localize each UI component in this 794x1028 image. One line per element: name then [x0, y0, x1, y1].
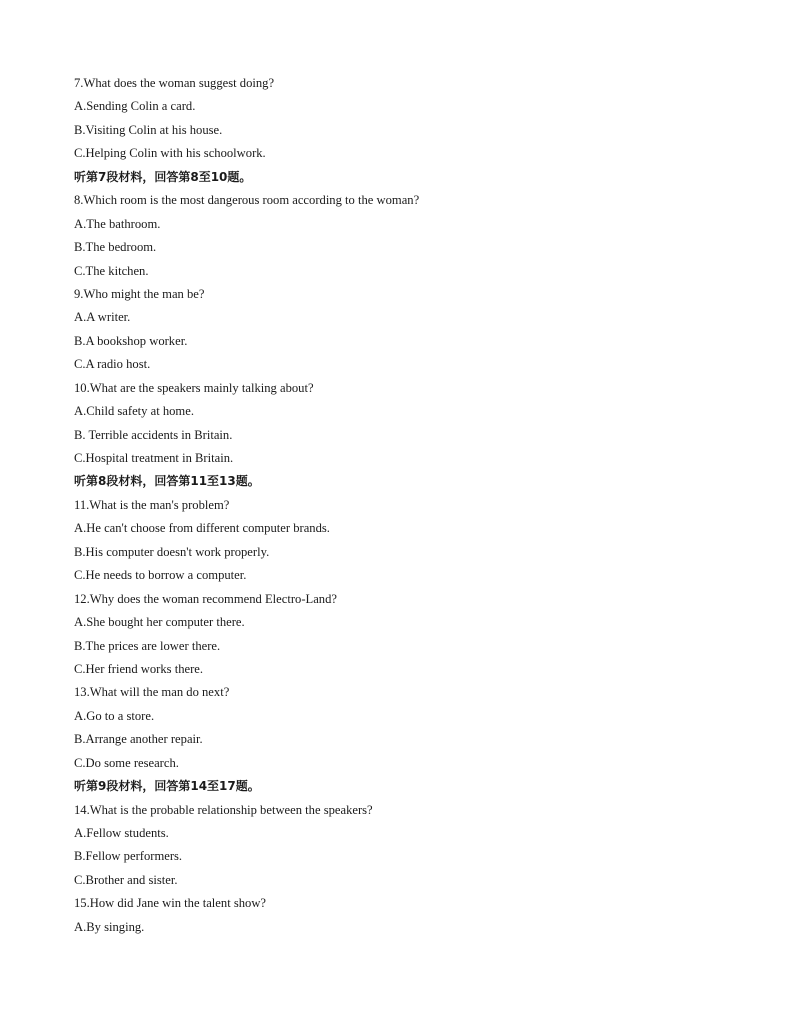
answer-option: C.Brother and sister.: [74, 872, 178, 887]
question-list: [74, 72, 754, 939]
answer-option: C.The kitchen.: [74, 263, 149, 278]
answer-option: A.Go to a store.: [74, 708, 155, 723]
answer-option: C.Hospital treatment in Britain.: [74, 451, 234, 465]
answer-option: C.Her friend works there.: [74, 661, 204, 676]
question-text: 10.What are the speakers mainly talking about?: [74, 380, 314, 395]
answer-option: A.Fellow students.: [74, 826, 169, 840]
question-text: 14.What is the probable relationship between the speakers?: [74, 802, 373, 817]
question-text: 7.What does the woman suggest doing?: [74, 76, 275, 90]
answer-option: B.The prices are lower there.: [74, 638, 221, 653]
answer-option: B.Fellow performers.: [74, 849, 183, 864]
question-text: 12.Why does the woman recommend Electro-Land?: [74, 591, 337, 606]
question-text: 11.What is the man's problem?: [74, 497, 230, 512]
answer-option: B.A bookshop worker.: [74, 333, 188, 348]
section-instruction: 听第7段材料，回答第8至10题。: [74, 169, 252, 184]
answer-option: A.She bought her computer there.: [74, 615, 245, 630]
question-text: 13.What will the man do next?: [74, 685, 230, 700]
section-instruction: 听第9段材料，回答第14至17题。: [74, 779, 260, 794]
answer-option: B.Arrange another repair.: [74, 732, 203, 747]
answer-option: A.A writer.: [74, 310, 131, 325]
answer-option: C.He needs to borrow a computer.: [74, 568, 247, 583]
answer-option: B.Visiting Colin at his house.: [74, 122, 223, 137]
answer-option: A.He can't choose from different computer brands.: [74, 521, 330, 536]
answer-option: B. Terrible accidents in Britain.: [74, 427, 233, 442]
answer-option: C.Helping Colin with his schoolwork.: [74, 146, 266, 161]
answer-option: A.By singing.: [74, 919, 145, 934]
answer-option: B.The bedroom.: [74, 240, 157, 255]
answer-option: A.Child safety at home.: [74, 404, 194, 419]
answer-option: C.A radio host.: [74, 357, 151, 372]
answer-option: B.His computer doesn't work properly.: [74, 544, 270, 559]
answer-option: A.The bathroom.: [74, 216, 161, 231]
question-text: 15.How did Jane win the talent show?: [74, 896, 267, 911]
answer-option: C.Do some research.: [74, 755, 179, 770]
question-text: 9.Who might the man be?: [74, 286, 205, 301]
section-instruction: 听第8段材料，回答第11至13题。: [74, 474, 260, 489]
question-text: 8.Which room is the most dangerous room according to the woman?: [74, 193, 420, 208]
answer-option: A.Sending Colin a card.: [74, 99, 196, 114]
